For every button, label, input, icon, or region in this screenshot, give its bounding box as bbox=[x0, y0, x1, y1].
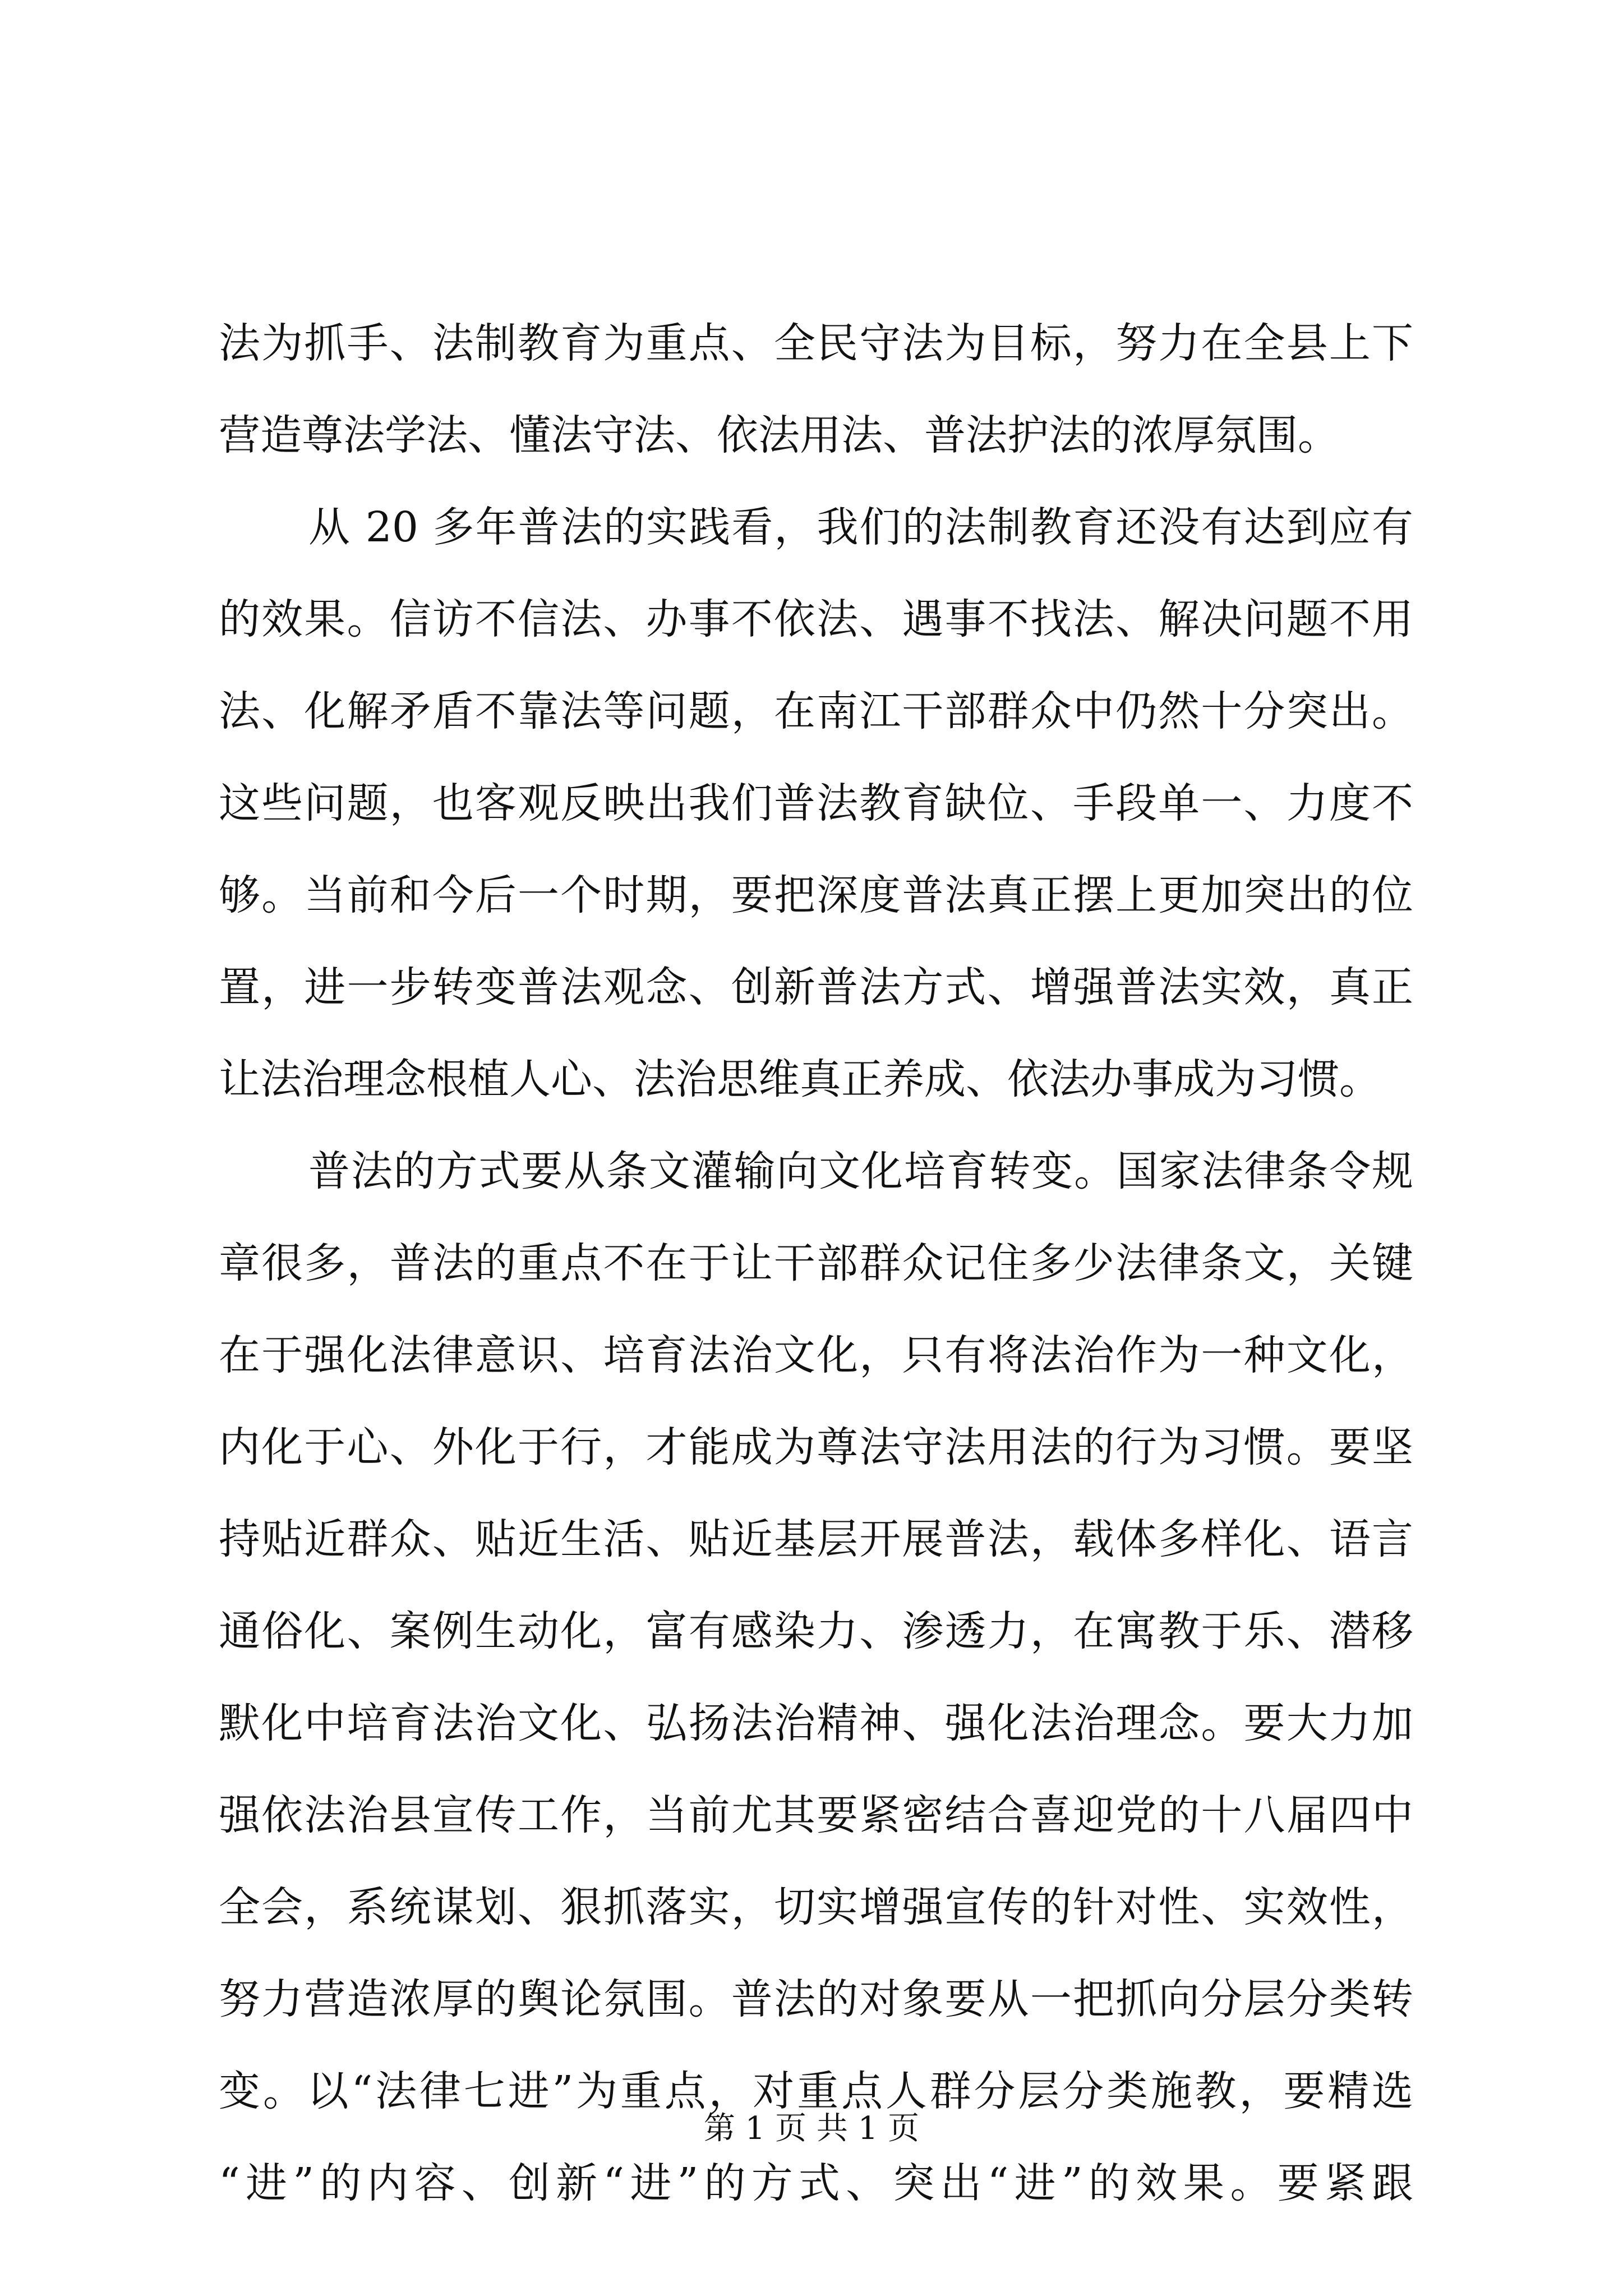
text-line: 默化中培育法治文化、弘扬法治精神、强化法治理念。要大力加 bbox=[219, 1699, 1413, 1747]
text-line: 让法治理念根植人心、法治思维真正养成、依法办事成为习惯。 bbox=[219, 1055, 1381, 1103]
text-line: 通俗化、案例生动化，富有感染力、渗透力，在寓教于乐、潜移 bbox=[219, 1607, 1413, 1655]
text-line: 章很多，普法的重点不在于让干部群众记住多少法律条文，关键 bbox=[219, 1239, 1413, 1287]
page-number-label: 第 1 页 共 1 页 bbox=[703, 2110, 920, 2147]
text-line: 的效果。信访不信法、办事不依法、遇事不找法、解决问题不用 bbox=[219, 595, 1413, 643]
text-line: 营造尊法学法、懂法守法、依法用法、普法护法的浓厚氛围。 bbox=[219, 411, 1339, 459]
text-line: “进”的内容、创新“进”的方式、突出“进”的效果。要紧跟 bbox=[219, 2159, 1413, 2207]
text-line: 努力营造浓厚的舆论氛围。普法的对象要从一把抓向分层分类转 bbox=[219, 1975, 1413, 2023]
text-line: 置，进一步转变普法观念、创新普法方式、增强普法实效，真正 bbox=[219, 963, 1413, 1011]
page-footer bbox=[0, 2109, 1623, 2148]
text-line: 内化于心、外化于行，才能成为尊法守法用法的行为习惯。要坚 bbox=[219, 1423, 1413, 1471]
text-line: 够。当前和今后一个时期，要把深度普法真正摆上更加突出的位 bbox=[219, 871, 1413, 919]
text-line: 全会，系统谋划、狠抓落实，切实增强宣传的针对性、实效性， bbox=[219, 1883, 1413, 1931]
text-line: 法、化解矛盾不靠法等问题，在南江干部群众中仍然十分突出。 bbox=[219, 687, 1413, 735]
text-line: 这些问题，也客观反映出我们普法教育缺位、手段单一、力度不 bbox=[219, 779, 1413, 827]
text-line: 持贴近群众、贴近生活、贴近基层开展普法，载体多样化、语言 bbox=[219, 1515, 1413, 1563]
text-line: 变。以“法律七进”为重点，对重点人群分层分类施教，要精选 bbox=[219, 2067, 1413, 2115]
text-line: 普法的方式要从条文灌输向文化培育转变。国家法律条令规 bbox=[308, 1147, 1413, 1195]
text-line: 法为抓手、法制教育为重点、全民守法为目标，努力在全县上下 bbox=[219, 319, 1413, 367]
text-line: 在于强化法律意识、培育法治文化，只有将法治作为一种文化， bbox=[219, 1331, 1413, 1379]
document-body bbox=[219, 297, 1413, 2229]
text-line: 从 20 多年普法的实践看，我们的法制教育还没有达到应有 bbox=[308, 503, 1413, 551]
text-line: 强依法治县宣传工作，当前尤其要紧密结合喜迎党的十八届四中 bbox=[219, 1791, 1413, 1839]
